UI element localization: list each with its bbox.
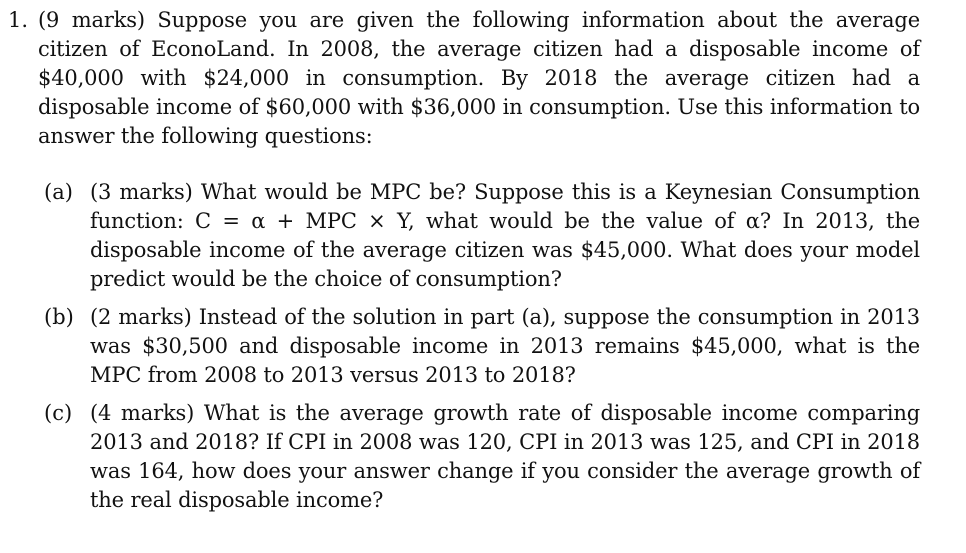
part-c-text: (4 marks) What is the average growth rate of disposable income comparing 2013 and 2018? If CPI in 2008 was 120, CPI in 2013 was 125, and CPI in 2018 was 164, how does your answer change if you consider the average growth of the real disposable income? <box>90 401 920 512</box>
question-number: 1. <box>8 8 29 32</box>
question-parts <box>44 178 920 524</box>
question-1 <box>8 6 920 151</box>
question-text: (9 marks) Suppose you are given the following information about the average citizen of EconoLand. In 2008, the average citizen had a disposable income of $40,000 with $24,000 in consumption. By 2018 the average citizen had a disposable income of $60,000 with $36,000 in consumption. Use this information to answer the following questions: <box>38 8 920 148</box>
part-c-label: (c) <box>44 401 73 425</box>
part-c <box>44 399 920 515</box>
part-b <box>44 303 920 390</box>
part-a <box>44 178 920 294</box>
part-a-text: (3 marks) What would be MPC be? Suppose this is a Keynesian Consumption function: C = α + MPC × Y, what would be the value of α? In 2013, the disposable income of the average citizen was $45,000. What does your model predict would be the choice of consumption? <box>90 180 920 291</box>
part-a-label: (a) <box>44 180 73 204</box>
part-b-label: (b) <box>44 305 74 329</box>
part-b-text: (2 marks) Instead of the solution in part (a), suppose the consumption in 2013 was $30,500 and disposable income in 2013 remains $45,000, what is the MPC from 2008 to 2013 versus 2013 to 2018? <box>90 305 920 387</box>
